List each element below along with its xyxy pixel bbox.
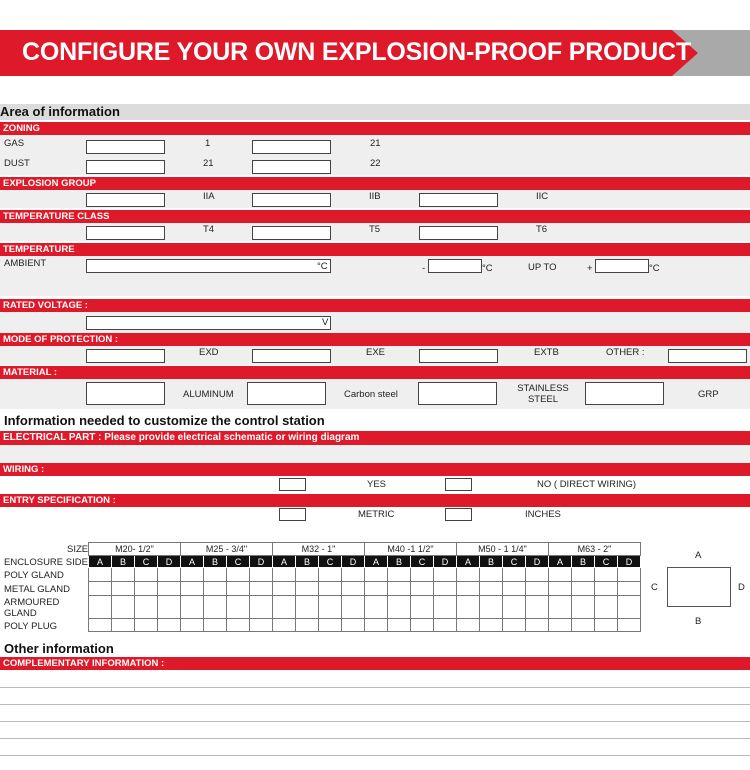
iic-box[interactable]	[419, 193, 498, 207]
iib-label: IIB	[369, 191, 381, 202]
grid-cell[interactable]	[365, 568, 388, 582]
grid-cell[interactable]	[411, 619, 434, 632]
iia-label: IIA	[203, 191, 215, 202]
t4-label: T4	[203, 224, 215, 235]
grid-cell[interactable]	[181, 596, 204, 619]
grid-cell[interactable]	[112, 596, 135, 619]
armoured-gland-label: ARMOURED GLAND	[4, 597, 60, 619]
wiring-no-label: NO ( DIRECT WIRING)	[537, 479, 637, 490]
electrical-title: ELECTRICAL PART : Please provide electrical schematic or wiring diagram	[3, 432, 360, 443]
grid-cell[interactable]	[572, 619, 595, 632]
grid-cell[interactable]	[503, 596, 526, 619]
side-cell: D	[342, 556, 365, 568]
grid-cell[interactable]	[204, 619, 227, 632]
grid-cell[interactable]	[227, 582, 250, 596]
stainless-steel-box[interactable]	[418, 382, 497, 405]
grid-cell[interactable]	[526, 568, 549, 582]
side-cell: B	[112, 556, 135, 568]
grid-cell[interactable]	[411, 596, 434, 619]
grid-cell[interactable]	[365, 596, 388, 619]
grid-cell[interactable]	[434, 582, 457, 596]
side-cell: A	[549, 556, 572, 568]
grid-cell[interactable]	[296, 568, 319, 582]
grid-cell[interactable]	[135, 596, 158, 619]
grid-cell[interactable]	[89, 568, 112, 582]
grid-cell[interactable]	[480, 596, 503, 619]
size-m32: M32 - 1"	[273, 543, 365, 556]
wiring-no-box[interactable]	[445, 478, 472, 491]
grid-cell[interactable]	[526, 619, 549, 632]
grid-cell[interactable]	[618, 619, 641, 632]
grid-cell[interactable]	[135, 568, 158, 582]
extb-label: EXTB	[534, 347, 559, 358]
grid-cell[interactable]	[388, 568, 411, 582]
grid-cell[interactable]	[204, 582, 227, 596]
grid-cell[interactable]	[480, 619, 503, 632]
temperature-section	[0, 243, 750, 256]
diagram-label-c: C	[651, 582, 658, 593]
grid-cell[interactable]	[618, 568, 641, 582]
dust-zone22-box[interactable]	[252, 160, 331, 174]
side-cell: C	[595, 556, 618, 568]
grid-cell[interactable]	[480, 582, 503, 596]
size-m50: M50 - 1 1/4"	[457, 543, 549, 556]
grid-cell[interactable]	[250, 568, 273, 582]
exd-box[interactable]	[86, 349, 165, 363]
grid-cell[interactable]	[365, 619, 388, 632]
min-temp-input[interactable]	[428, 259, 482, 273]
side-cell: B	[388, 556, 411, 568]
grid-cell[interactable]	[411, 582, 434, 596]
side-cell: C	[319, 556, 342, 568]
gas-zone21-label: 21	[370, 138, 381, 149]
enclosure-side-row	[89, 556, 641, 568]
write-line	[0, 721, 750, 722]
t6-label: T6	[536, 224, 548, 235]
write-line	[0, 704, 750, 705]
grid-cell[interactable]	[503, 619, 526, 632]
grid-cell[interactable]	[595, 596, 618, 619]
entry-title: ENTRY SPECIFICATION :	[3, 495, 116, 506]
complementary-section	[0, 657, 750, 670]
side-cell: A	[457, 556, 480, 568]
dust-zone21-box[interactable]	[86, 160, 165, 174]
grid-cell[interactable]	[319, 619, 342, 632]
aluminum-label: ALUMINUM	[183, 389, 234, 400]
grid-cell[interactable]	[273, 582, 296, 596]
grid-cell[interactable]	[227, 568, 250, 582]
diagram-label-b: B	[695, 616, 702, 627]
max-temp-unit: °C	[649, 263, 660, 274]
zoning-section	[0, 122, 750, 135]
grid-cell[interactable]	[365, 582, 388, 596]
size-label: SIZE	[67, 544, 89, 555]
side-cell: A	[365, 556, 388, 568]
grid-cell[interactable]	[135, 619, 158, 632]
grid-cell[interactable]	[434, 596, 457, 619]
control-station-header: Information needed to customize the control station	[4, 413, 325, 428]
grid-cell[interactable]	[595, 582, 618, 596]
wiring-yes-box[interactable]	[279, 478, 306, 491]
grid-cell[interactable]	[342, 582, 365, 596]
wiring-title: WIRING :	[3, 464, 45, 475]
gas-zone21-box[interactable]	[252, 140, 331, 154]
grid-cell[interactable]	[273, 568, 296, 582]
diagram-label-a: A	[695, 550, 702, 561]
grid-cell[interactable]	[227, 619, 250, 632]
explosion-group-section	[0, 177, 750, 190]
zoning-title: ZONING	[3, 123, 40, 134]
area-header: Area of information	[0, 104, 750, 120]
gas-zone1-label: 1	[205, 138, 211, 149]
inches-label: INCHES	[525, 509, 561, 520]
grid-cell[interactable]	[457, 619, 480, 632]
title-banner	[0, 30, 750, 76]
gland-size-table	[88, 542, 641, 632]
grid-cell[interactable]	[319, 596, 342, 619]
write-line	[0, 687, 750, 688]
rated-voltage-input[interactable]	[86, 316, 331, 330]
carbon-steel-label: Carbon steel	[344, 389, 398, 400]
grid-cell[interactable]	[250, 582, 273, 596]
grid-cell[interactable]	[158, 596, 181, 619]
side-cell: A	[89, 556, 112, 568]
side-cell: C	[135, 556, 158, 568]
grid-cell[interactable]	[572, 568, 595, 582]
grid-cell[interactable]	[618, 596, 641, 619]
metal-gland-label: METAL GLAND	[4, 584, 70, 595]
dust-zone22-label: 22	[370, 158, 381, 169]
exe-label: EXE	[366, 347, 386, 358]
size-m20: M20- 1/2"	[89, 543, 181, 556]
t5-label: T5	[369, 224, 381, 235]
side-cell: A	[273, 556, 296, 568]
rated-voltage-section	[0, 299, 750, 312]
side-cell: B	[296, 556, 319, 568]
side-cell: D	[526, 556, 549, 568]
grid-cell[interactable]	[526, 596, 549, 619]
metric-label: METRIC	[358, 509, 395, 520]
grid-cell[interactable]	[388, 582, 411, 596]
grid-cell[interactable]	[273, 619, 296, 632]
grid-cell[interactable]	[204, 568, 227, 582]
grid-cell[interactable]	[572, 582, 595, 596]
side-cell: C	[503, 556, 526, 568]
rated-voltage-title: RATED VOLTAGE :	[3, 300, 88, 311]
side-cell: C	[411, 556, 434, 568]
temperature-class-title: TEMPERATURE CLASS	[3, 211, 110, 222]
gas-zone1-box[interactable]	[86, 140, 165, 154]
page-title: CONFIGURE YOUR OWN EXPLOSION-PROOF PRODUCT	[22, 38, 691, 66]
grid-cell[interactable]	[158, 568, 181, 582]
material-section	[0, 366, 750, 379]
side-cell: D	[434, 556, 457, 568]
grid-cell[interactable]	[457, 568, 480, 582]
rated-voltage-unit: V	[322, 317, 329, 328]
write-line	[0, 738, 750, 739]
gas-label: GAS	[4, 138, 25, 149]
ambient-input[interactable]	[86, 259, 331, 273]
other-label: OTHER :	[606, 347, 645, 358]
grid-cell[interactable]	[434, 619, 457, 632]
grid-cell[interactable]	[112, 582, 135, 596]
grid-cell[interactable]	[388, 619, 411, 632]
grid-cell[interactable]	[526, 582, 549, 596]
metric-box[interactable]	[279, 508, 306, 521]
mode-of-protection-title: MODE OF PROTECTION :	[3, 334, 119, 345]
grid-cell[interactable]	[388, 596, 411, 619]
grid-cell[interactable]	[273, 596, 296, 619]
grid-cell[interactable]	[480, 568, 503, 582]
aluminum-box[interactable]	[86, 382, 165, 405]
size-header-row	[89, 543, 641, 556]
grid-cell[interactable]	[89, 582, 112, 596]
side-cell: A	[181, 556, 204, 568]
diagram-label-d: D	[738, 582, 745, 593]
side-cell: D	[250, 556, 273, 568]
side-cell: B	[572, 556, 595, 568]
side-cell: D	[158, 556, 181, 568]
write-line	[0, 755, 750, 756]
grid-cell[interactable]	[549, 596, 572, 619]
grid-cell[interactable]	[112, 619, 135, 632]
grid-cell[interactable]	[342, 619, 365, 632]
t5-box[interactable]	[252, 226, 331, 240]
wiring-section	[0, 463, 750, 476]
enclosure-diagram	[667, 567, 731, 607]
grid-cell[interactable]	[181, 568, 204, 582]
grid-cell[interactable]	[549, 582, 572, 596]
up-to-label: UP TO	[528, 262, 557, 273]
exd-label: EXD	[199, 347, 219, 358]
table-row	[89, 596, 641, 619]
grid-cell[interactable]	[296, 596, 319, 619]
grid-cell[interactable]	[89, 619, 112, 632]
iic-label: IIC	[536, 191, 549, 202]
max-sign: +	[587, 263, 593, 274]
exe-box[interactable]	[252, 349, 331, 363]
size-m63: M63 - 2"	[549, 543, 641, 556]
grp-box[interactable]	[585, 382, 664, 405]
electrical-section	[0, 431, 750, 445]
grid-cell[interactable]	[457, 596, 480, 619]
grid-cell[interactable]	[296, 619, 319, 632]
grid-cell[interactable]	[89, 596, 112, 619]
side-cell: C	[227, 556, 250, 568]
grid-cell[interactable]	[549, 568, 572, 582]
grid-cell[interactable]	[618, 582, 641, 596]
size-m40: M40 -1 1/2"	[365, 543, 457, 556]
entry-section	[0, 494, 750, 507]
grid-cell[interactable]	[572, 596, 595, 619]
iib-box[interactable]	[252, 193, 331, 207]
grid-cell[interactable]	[549, 619, 572, 632]
inches-box[interactable]	[445, 508, 472, 521]
other-info-header: Other information	[4, 641, 114, 656]
grid-cell[interactable]	[181, 619, 204, 632]
min-sign: -	[422, 263, 426, 274]
grid-cell[interactable]	[250, 619, 273, 632]
other-input[interactable]	[668, 349, 747, 363]
explosion-group-title: EXPLOSION GROUP	[3, 178, 96, 189]
grid-cell[interactable]	[342, 568, 365, 582]
ambient-unit: °C	[317, 261, 328, 272]
min-temp-unit: °C	[482, 263, 493, 274]
complementary-title: COMPLEMENTARY INFORMATION :	[3, 658, 165, 669]
ambient-label: AMBIENT	[4, 258, 47, 269]
grid-cell[interactable]	[158, 582, 181, 596]
table-row	[89, 568, 641, 582]
table-row	[89, 619, 641, 632]
grid-cell[interactable]	[434, 568, 457, 582]
grid-cell[interactable]	[411, 568, 434, 582]
grid-cell[interactable]	[457, 582, 480, 596]
wiring-yes-label: YES	[367, 479, 387, 490]
stainless-steel-label: STAINLESS STEEL	[517, 383, 569, 405]
material-title: MATERIAL :	[3, 367, 58, 378]
grid-cell[interactable]	[319, 582, 342, 596]
poly-gland-label: POLY GLAND	[4, 570, 64, 581]
grid-cell[interactable]	[250, 596, 273, 619]
extb-box[interactable]	[419, 349, 498, 363]
iia-box[interactable]	[86, 193, 165, 207]
grid-cell[interactable]	[503, 582, 526, 596]
grid-cell[interactable]	[503, 568, 526, 582]
dust-label: DUST	[4, 158, 30, 169]
mode-of-protection-section	[0, 333, 750, 346]
temperature-title: TEMPERATURE	[3, 244, 75, 255]
max-temp-input[interactable]	[595, 259, 649, 273]
dust-zone21-label: 21	[203, 158, 214, 169]
poly-plug-label: POLY PLUG	[4, 621, 57, 632]
temperature-class-section	[0, 210, 750, 223]
size-m25: M25 - 3/4"	[181, 543, 273, 556]
carbon-steel-box[interactable]	[247, 382, 326, 405]
grid-cell[interactable]	[342, 596, 365, 619]
grid-cell[interactable]	[296, 582, 319, 596]
table-row	[89, 582, 641, 596]
t6-box[interactable]	[419, 226, 498, 240]
grid-cell[interactable]	[227, 596, 250, 619]
grid-cell[interactable]	[158, 619, 181, 632]
side-cell: B	[480, 556, 503, 568]
electrical-row	[0, 445, 750, 463]
enclosure-side-label: ENCLOSURE SIDE	[4, 557, 88, 568]
side-cell: D	[618, 556, 641, 568]
grid-cell[interactable]	[135, 582, 158, 596]
t4-box[interactable]	[86, 226, 165, 240]
grid-cell[interactable]	[181, 582, 204, 596]
grid-cell[interactable]	[204, 596, 227, 619]
side-cell: B	[204, 556, 227, 568]
grp-label: GRP	[698, 389, 719, 400]
grid-cell[interactable]	[595, 568, 618, 582]
grid-cell[interactable]	[595, 619, 618, 632]
grid-cell[interactable]	[319, 568, 342, 582]
grid-cell[interactable]	[112, 568, 135, 582]
